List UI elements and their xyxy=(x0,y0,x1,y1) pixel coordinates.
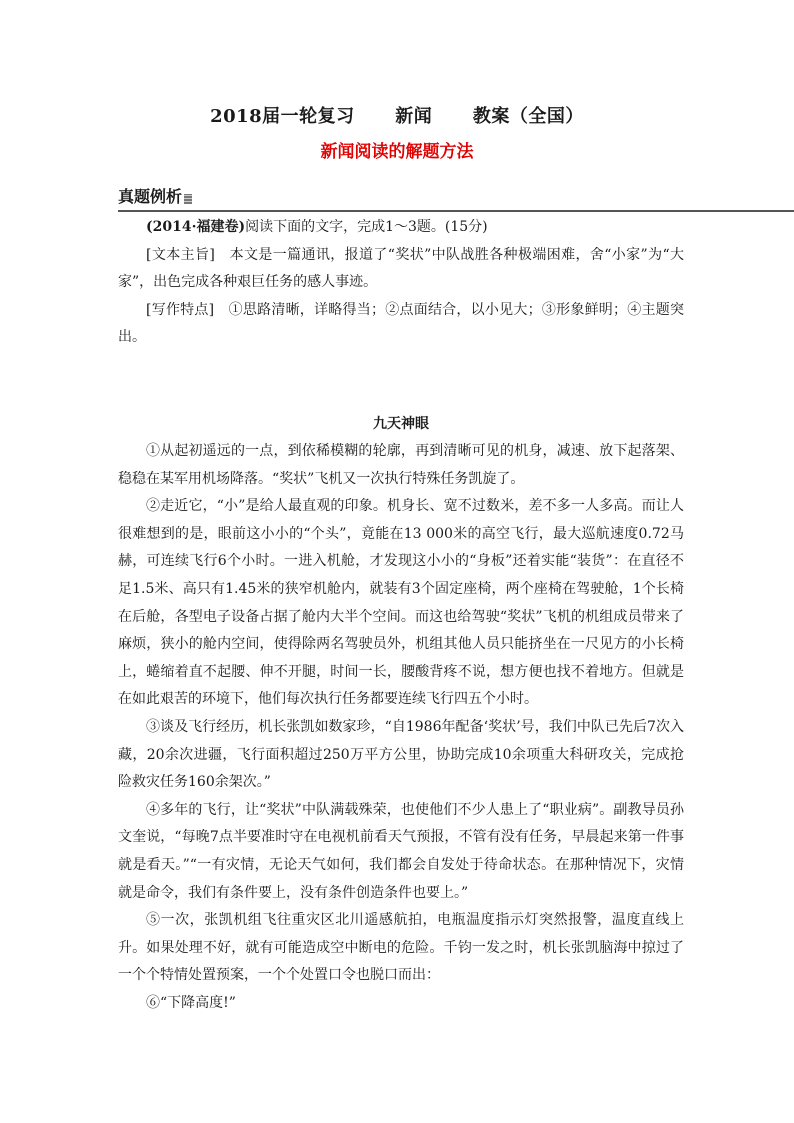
section-label: 真题例析 xyxy=(118,187,183,206)
theme-text: 本文是一篇通讯，报道了“奖状”中队战胜各种极端困难，舍“小家”为“大家”，出色完成各种艰巨任务的感人事迹。 xyxy=(118,246,684,290)
intro-block xyxy=(118,214,684,352)
title-part-year: 2018届一轮复习 xyxy=(210,106,355,127)
section-header xyxy=(118,186,794,212)
article-paragraph: ⑥“下降高度!” xyxy=(146,994,236,1011)
title-part-subject: 新闻 xyxy=(395,106,433,127)
article-paragraph: ①从起初遥远的一点，到依稀模糊的轮廓，再到清晰可见的机身，减速、放下起落架、稳稳在某军用机场降落。“奖状”飞机又一次执行特殊任务凯旋了。 xyxy=(118,443,684,487)
title-part-type: 教案（全国） xyxy=(472,106,584,127)
intro-features xyxy=(118,297,684,352)
features-text: ①思路清晰，详略得当；②点面结合，以小见大；③形象鲜明；④主题突出。 xyxy=(118,301,685,345)
document-subtitle: 新闻阅读的解题方法 xyxy=(320,142,474,162)
intro-source: (2014·福建卷) xyxy=(146,219,246,235)
article-paragraph: ④多年的飞行，让“奖状”中队满载殊荣，也使他们不少人患上了“职业病”。副教导员孙文奎说，“每晚7点半要准时守在电视机前看天气预报，不管有没有任务，早晨起来第一件事就是看天。”“一有灾情，无论天气如何，我们都会自发处于待命状态。在那种情况下，灾情就是命令，我们有条件要上，没有条件创造条件也要上。” xyxy=(118,801,684,901)
article-body xyxy=(118,438,684,1017)
document-title xyxy=(0,104,794,130)
features-label: [写作特点] xyxy=(146,301,215,318)
section-marker-icon xyxy=(184,194,192,204)
theme-label: [文本主旨] xyxy=(146,246,215,263)
article-paragraph: ②走近它，“小”是给人最直观的印象。机身长、宽不过数米，差不多一人多高。而让人很难想到的是，眼前这小小的“个头”，竟能在13 000米的高空飞行，最大巡航速度0.72马赫，可连续飞行6个小时。一进入机舱，才发现这小小的“身板”还着实能“装货”：在直径不足1.5米、高只有1.45米的狭窄机舱内，就装有3个固定座椅，两个座椅在驾驶舱，1个长椅在后舱，各型电子设备占据了舱内大半个空间。而这也给驾驶“奖状”飞机的机组成员带来了麻烦，狭小的舱内空间，使得除两名驾驶员外，机组其他人员只能挤坐在一尺见方的小长椅上，蜷缩着直不起腰、伸不开腿，时间一长，腰酸背疼不说，想方便也找不着地方。但就是在如此艰苦的环境下，他们每次执行任务都要连续飞行四五个小时。 xyxy=(118,498,684,708)
intro-theme xyxy=(118,242,684,297)
article-paragraph: ⑤一次，张凯机组飞往重灾区北川遥感航拍，电瓶温度指示灯突然报警，温度直线上升。如果处理不好，就有可能造成空中断电的危险。千钧一发之时，机长张凯脑海中掠过了一个个特情处置预案，一个个处置口令也脱口而出： xyxy=(118,912,684,984)
intro-instruction xyxy=(118,214,684,242)
article-paragraph: ③谈及飞行经历，机长张凯如数家珍，“自1986年配备‘奖状’号，我们中队已先后7次入藏，20余次进疆，飞行面积超过250万平方公里，协助完成10余项重大科研攻关，完成抢险救灾任务160余架次。” xyxy=(118,718,684,791)
intro-instruction-text: 阅读下面的文字，完成1～3题。(15分) xyxy=(245,219,488,235)
article-title: 九天神眼 xyxy=(373,416,429,432)
